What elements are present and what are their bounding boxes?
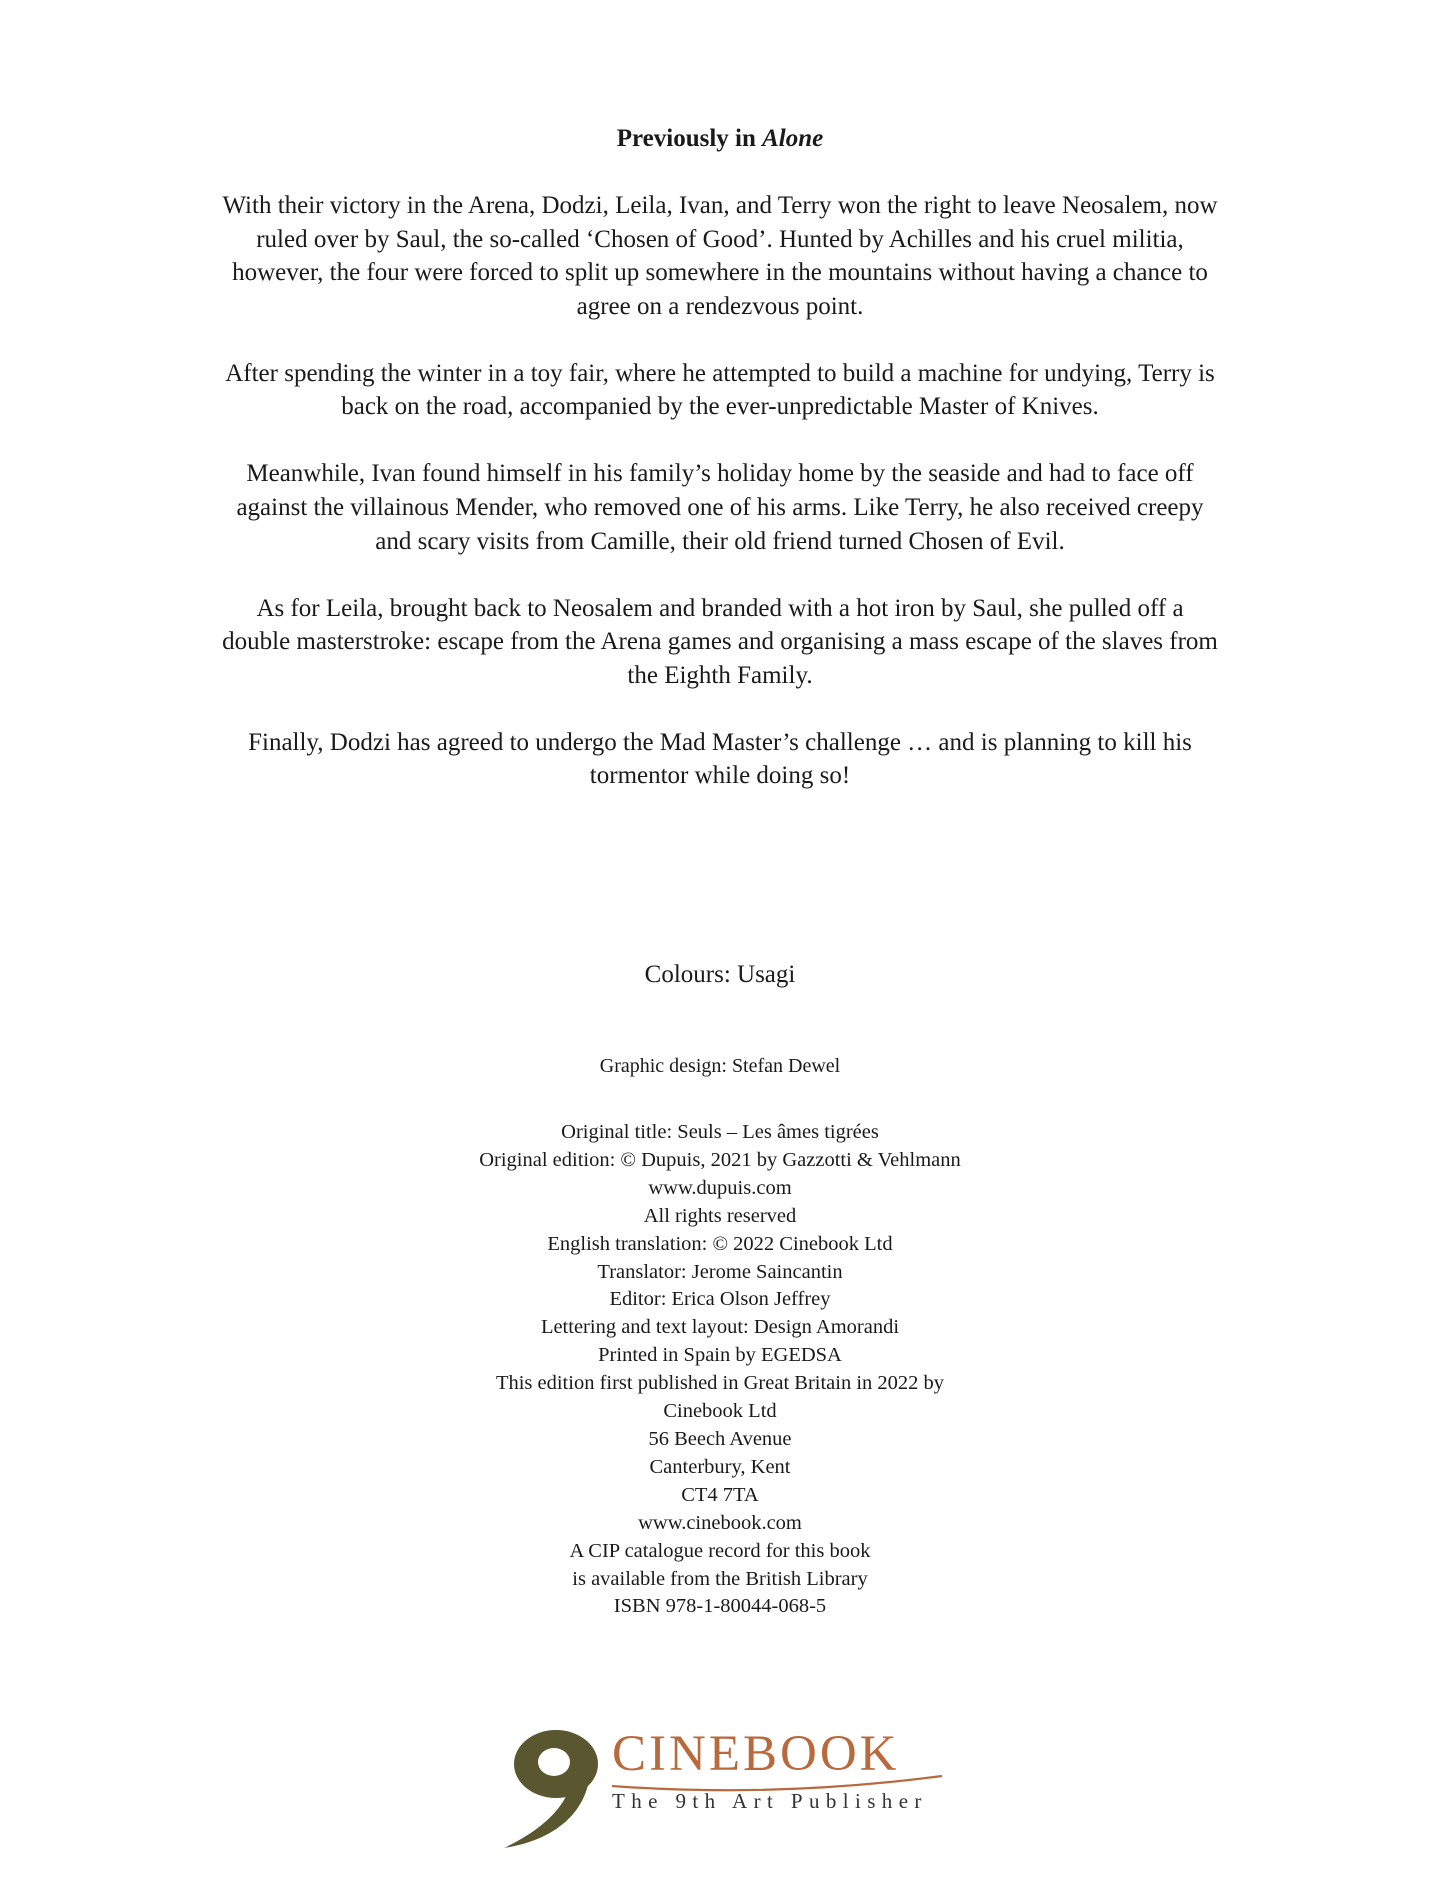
- credit-line: CT4 7TA: [681, 1483, 759, 1506]
- credit-line: Editor: Erica Olson Jeffrey: [609, 1288, 831, 1311]
- credit-line: Printed in Spain by EGEDSA: [598, 1344, 842, 1367]
- credit-line: English translation: © 2022 Cinebook Ltd: [547, 1232, 893, 1255]
- story-summary: [220, 189, 1220, 826]
- summary-paragraph: With their victory in the Arena, Dodzi, Leila, Ivan, and Terry won the right to leave Neosalem, now ruled over by Saul, the so-called ‘Chosen of Good’. Hunted by Achilles and his cruel militia, however, the four were forced to split up somewhere in the mountains without having a chance to agree on a rendezvous point.: [222, 192, 1218, 320]
- credit-line: This edition first published in Great Britain in 2022 by: [495, 1372, 945, 1395]
- credit-line: A CIP catalogue record for this book: [569, 1539, 871, 1562]
- previously-heading: [0, 122, 1440, 156]
- credit-line: is available from the British Library: [572, 1567, 868, 1590]
- credit-line: Original edition: © Dupuis, 2021 by Gazzotti & Vehlmann: [479, 1148, 961, 1171]
- summary-paragraph: After spending the winter in a toy fair, where he attempted to build a machine for undying, Terry is back on the road, accompanied by the ever-unpredictable Master of Knives.: [225, 359, 1215, 421]
- credit-line: Cinebook Ltd: [663, 1400, 777, 1423]
- credit-line: ISBN 978-1-80044-068-5: [613, 1595, 827, 1618]
- summary-paragraph: Finally, Dodzi has agreed to undergo the Mad Master’s challenge … and is planning to kill his tormentor while doing so!: [248, 728, 1192, 790]
- logo-superscript: th: [578, 1741, 594, 1763]
- summary-paragraph: Meanwhile, Ivan found himself in his family’s holiday home by the seaside and had to face off against the villainous Mender, who removed one of his arms. Like Terry, he also received creepy and scary visits from Camille, their old friend turned Chosen of Evil.: [236, 460, 1204, 555]
- logo-wordmark: CINEBOOK: [612, 1726, 900, 1782]
- nine-numeral-icon: [504, 1730, 598, 1848]
- heading-prefix: Previously in: [616, 125, 763, 152]
- credit-line: Canterbury, Kent: [649, 1455, 791, 1478]
- credit-line: www.dupuis.com: [648, 1176, 792, 1199]
- logo-tagline: The 9th Art Publisher: [612, 1789, 928, 1813]
- credit-line: All rights reserved: [643, 1204, 797, 1227]
- cinebook-logo: [494, 1712, 954, 1852]
- credit-line: 56 Beech Avenue: [648, 1427, 792, 1450]
- credit-line: Original title: Seuls – Les âmes tigrées: [561, 1121, 879, 1143]
- colours-credit: Colours: Usagi: [644, 961, 796, 988]
- heading-title: Alone: [762, 125, 824, 152]
- graphic-design-credit: Graphic design: Stefan Dewel: [599, 1055, 841, 1077]
- credit-line: Lettering and text layout: Design Amorandi: [540, 1316, 900, 1339]
- credit-line: www.cinebook.com: [638, 1511, 802, 1534]
- publication-credits: [0, 1119, 1440, 1621]
- summary-paragraph: As for Leila, brought back to Neosalem and branded with a hot iron by Saul, she pulled off a double masterstroke: escape from the Arena games and organising a mass escape of the slaves from the Eighth Family.: [222, 594, 1218, 689]
- credit-line: Translator: Jerome Saincantin: [597, 1260, 843, 1283]
